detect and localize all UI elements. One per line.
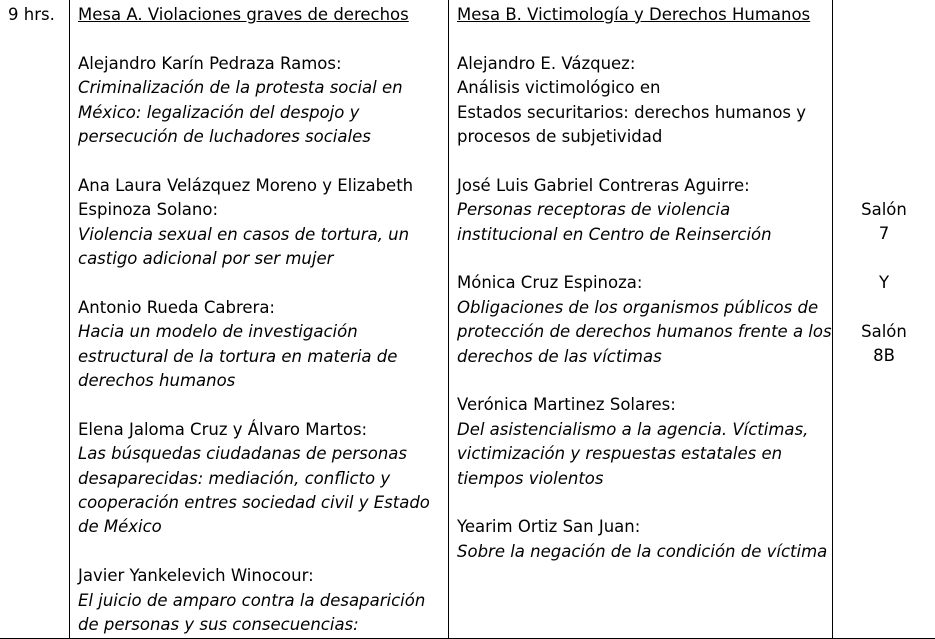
mesa-b-entry bbox=[457, 174, 824, 247]
venue-conjunction: Y bbox=[878, 273, 890, 293]
talk-title: institucional en Centro de Reinserción bbox=[457, 224, 772, 244]
author-name: José Luis Gabriel Contreras Aguirre: bbox=[457, 175, 750, 195]
talk-title: México: legalización del despojo y bbox=[78, 102, 360, 122]
author-name: Ana Laura Velázquez Moreno y Elizabeth bbox=[78, 175, 414, 195]
talk-title: protección de derechos humanos frente a los bbox=[457, 322, 832, 342]
mesa-a-entry bbox=[78, 296, 440, 394]
talk-title: castigo adicional por ser mujer bbox=[78, 249, 334, 269]
venue-cell bbox=[833, 0, 935, 638]
author-name: Alejandro E. Vázquez: bbox=[457, 53, 636, 73]
venue-room-number: 8B bbox=[873, 346, 895, 366]
author-name: Elena Jaloma Cruz y Álvaro Martos: bbox=[78, 419, 368, 439]
talk-title: El juicio de amparo contra la desaparición bbox=[78, 590, 426, 610]
talk-title: Violencia sexual en casos de tortura, un bbox=[78, 224, 410, 244]
mesa-b-entry bbox=[457, 515, 828, 564]
mesa-b-entry bbox=[457, 393, 824, 491]
venue-room-label: Salón bbox=[861, 321, 907, 341]
author-name: Yearim Ortiz San Juan: bbox=[457, 517, 641, 537]
mesa-b-entry bbox=[457, 271, 832, 369]
talk-title: derechos de las víctimas bbox=[457, 346, 662, 366]
author-name: Alejandro Karín Pedraza Ramos: bbox=[78, 53, 342, 73]
author-name: Antonio Rueda Cabrera: bbox=[78, 297, 275, 317]
mesa-b-entry bbox=[457, 52, 824, 150]
mesa-b-cell bbox=[449, 0, 833, 638]
author-name: Espinoza Solano: bbox=[78, 200, 219, 220]
venue-room-number: 7 bbox=[878, 224, 890, 244]
talk-title: Análisis victimológico en bbox=[457, 78, 661, 98]
mesa-a-cell bbox=[70, 0, 449, 638]
talk-title: persecución de luchadores sociales bbox=[78, 127, 371, 147]
talk-title: tiempos violentos bbox=[457, 468, 604, 488]
mesa-a-title: Mesa A. Violaciones graves de derechos bbox=[78, 5, 409, 24]
mesa-a-entry bbox=[78, 564, 440, 637]
talk-title: Estados securitarios: derechos humanos y bbox=[457, 102, 807, 122]
talk-title: derechos humanos bbox=[78, 371, 236, 391]
talk-title: Criminalización de la protesta social en bbox=[78, 78, 403, 98]
mesa-a-entry bbox=[78, 174, 440, 272]
talk-title: Personas receptoras de violencia bbox=[457, 200, 731, 220]
talk-title: desaparecidas: mediación, conflicto y bbox=[78, 468, 391, 488]
talk-title: Sobre la negación de la condición de víctima bbox=[457, 541, 828, 561]
author-name: Verónica Martinez Solares: bbox=[457, 395, 676, 415]
time-cell bbox=[0, 0, 70, 638]
talk-title: Las búsquedas ciudadanas de personas bbox=[78, 444, 408, 464]
author-name: Javier Yankelevich Winocour: bbox=[78, 566, 314, 586]
talk-title: victimización y respuestas estatales en bbox=[457, 444, 783, 464]
talk-title: Obligaciones de los organismos públicos de bbox=[457, 297, 819, 317]
talk-title: cooperación entres sociedad civil y Estado bbox=[78, 493, 430, 513]
venue-room-label: Salón bbox=[861, 200, 907, 219]
talk-title: estructural de la tortura en materia de bbox=[78, 346, 398, 366]
mesa-a-entry bbox=[78, 418, 440, 540]
talk-title: Del asistencialismo a la agencia. Víctimas, bbox=[457, 419, 809, 439]
time-label: 9 hrs. bbox=[8, 5, 55, 24]
talk-title: de personas y sus consecuencias: bbox=[78, 615, 359, 635]
mesa-a-entry bbox=[78, 52, 440, 150]
talk-title: de México bbox=[78, 517, 162, 537]
talk-title: Hacia un modelo de investigación bbox=[78, 322, 358, 342]
mesa-b-title: Mesa B. Victimología y Derechos Humanos bbox=[457, 5, 811, 24]
author-name: Mónica Cruz Espinoza: bbox=[457, 273, 643, 293]
talk-title: procesos de subjetividad bbox=[457, 127, 663, 147]
